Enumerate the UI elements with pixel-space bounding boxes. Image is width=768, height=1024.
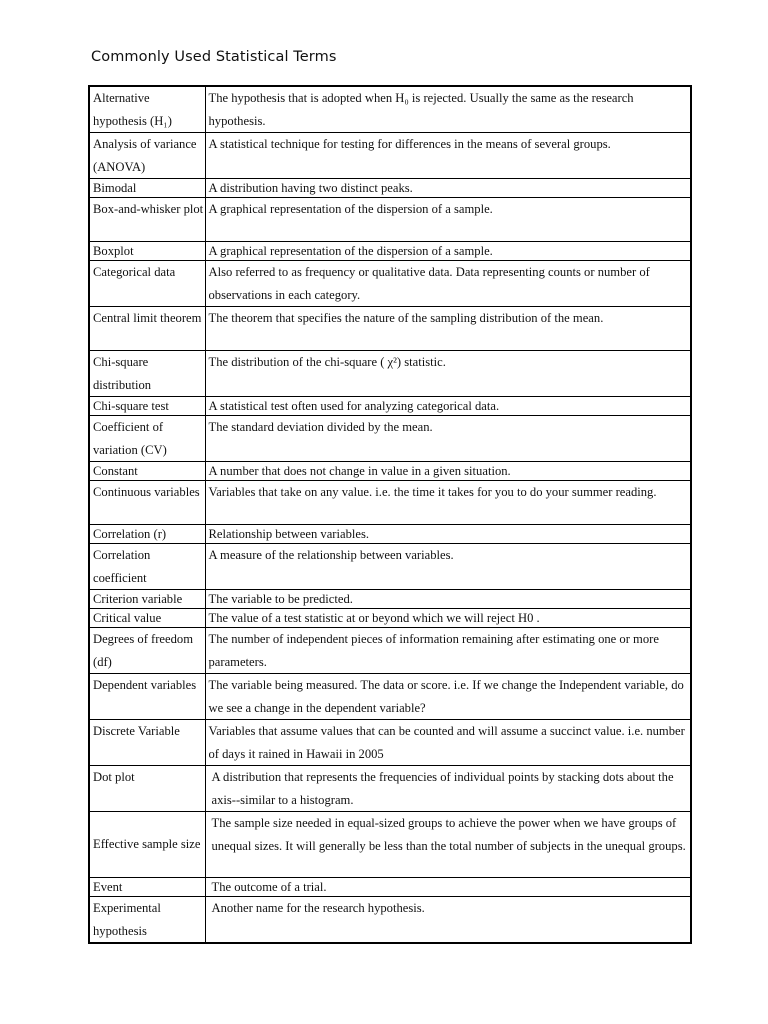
term-cell: Correlation coefficient [89, 544, 205, 590]
definition-cell: A statistical technique for testing for differences in the means of several groups. [205, 133, 691, 179]
definition-cell: Variables that take on any value. i.e. the time it takes for you to do your summer reading. [205, 481, 691, 525]
term-cell: Experimental hypothesis [89, 897, 205, 944]
term-cell: Chi-square distribution [89, 351, 205, 397]
term-cell: Critical value [89, 609, 205, 628]
definition-cell: A statistical test often used for analyzing categorical data. [205, 397, 691, 416]
term-cell: Event [89, 878, 205, 897]
definition-cell: A distribution that represents the frequencies of individual points by stacking dots about the axis--similar to a histogram. [205, 766, 691, 812]
term-cell: Chi-square test [89, 397, 205, 416]
definition-cell: The sample size needed in equal-sized groups to achieve the power when we have groups of unequal sizes. It will generally be less than the total number of subjects in the unequal groups. [205, 812, 691, 878]
table-row [89, 525, 691, 544]
term-cell: Alternative hypothesis (H₁) [89, 86, 205, 133]
table-row [89, 307, 691, 351]
term-cell: Dot plot [89, 766, 205, 812]
table-row [89, 261, 691, 307]
term-cell: Discrete Variable [89, 720, 205, 766]
definition-cell: Variables that assume values that can be counted and will assume a succinct value. i.e. number of days it rained in Hawaii in 2005 [205, 720, 691, 766]
term-cell: Central limit theorem [89, 307, 205, 351]
term-cell: Boxplot [89, 242, 205, 261]
table-row [89, 242, 691, 261]
table-row [89, 812, 691, 878]
glossary-body [89, 86, 691, 943]
table-row [89, 416, 691, 462]
definition-cell: The variable to be predicted. [205, 590, 691, 609]
definition-cell: The outcome of a trial. [205, 878, 691, 897]
term-cell: Constant [89, 462, 205, 481]
term-cell: Correlation (r) [89, 525, 205, 544]
definition-cell: A number that does not change in value in a given situation. [205, 462, 691, 481]
definition-cell: The variable being measured. The data or score. i.e. If we change the Independent variable, do we see a change in the dependent variable? [205, 674, 691, 720]
definition-cell: A distribution having two distinct peaks. [205, 179, 691, 198]
definition-cell: Another name for the research hypothesis. [205, 897, 691, 944]
term-cell: Coefficient of variation (CV) [89, 416, 205, 462]
table-row [89, 481, 691, 525]
term-cell: Continuous variables [89, 481, 205, 525]
table-row [89, 462, 691, 481]
definition-cell: The value of a test statistic at or beyond which we will reject H0 . [205, 609, 691, 628]
term-cell: Analysis of variance (ANOVA) [89, 133, 205, 179]
glossary-table [88, 85, 692, 944]
definition-cell: The standard deviation divided by the mean. [205, 416, 691, 462]
table-row [89, 351, 691, 397]
table-row [89, 544, 691, 590]
table-row [89, 878, 691, 897]
table-row [89, 720, 691, 766]
table-row [89, 590, 691, 609]
term-cell: Categorical data [89, 261, 205, 307]
table-row [89, 397, 691, 416]
definition-cell: The theorem that specifies the nature of the sampling distribution of the mean. [205, 307, 691, 351]
table-row [89, 198, 691, 242]
table-row [89, 133, 691, 179]
definition-cell: A measure of the relationship between variables. [205, 544, 691, 590]
table-row [89, 628, 691, 674]
definition-cell: The distribution of the chi-square ( χ²) statistic. [205, 351, 691, 397]
term-cell: Degrees of freedom (df) [89, 628, 205, 674]
page-title: Commonly Used Statistical Terms [91, 49, 337, 65]
definition-cell: A graphical representation of the dispersion of a sample. [205, 242, 691, 261]
term-cell: Dependent variables [89, 674, 205, 720]
table-row [89, 609, 691, 628]
table-row [89, 674, 691, 720]
term-cell: Criterion variable [89, 590, 205, 609]
term-cell: Effective sample size [89, 812, 205, 878]
definition-cell: Relationship between variables. [205, 525, 691, 544]
definition-cell: The number of independent pieces of information remaining after estimating one or more parameters. [205, 628, 691, 674]
definition-cell: A graphical representation of the dispersion of a sample. [205, 198, 691, 242]
table-row [89, 86, 691, 133]
definition-cell: The hypothesis that is adopted when H₀ is rejected. Usually the same as the research hypothesis. [205, 86, 691, 133]
term-cell: Bimodal [89, 179, 205, 198]
table-row [89, 897, 691, 944]
table-row [89, 179, 691, 198]
table-row [89, 766, 691, 812]
definition-cell: Also referred to as frequency or qualitative data. Data representing counts or number of observations in each category. [205, 261, 691, 307]
term-cell: Box-and-whisker plot [89, 198, 205, 242]
